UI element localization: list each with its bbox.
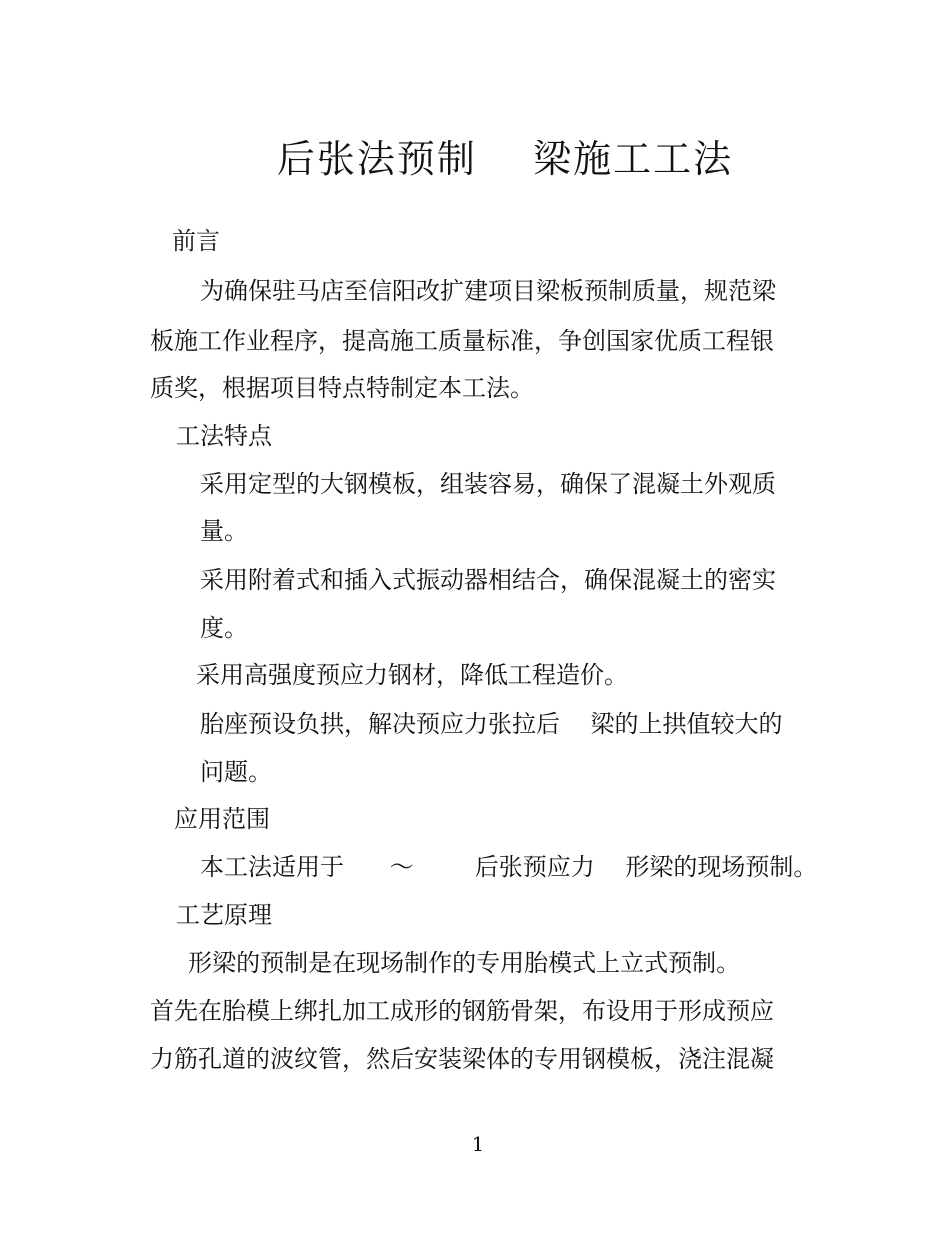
section-heading-scope: 应用范围 [174,805,270,833]
feature-item-4-line-2: 问题。 [200,758,272,786]
feature-item-1-line-1: 采用定型的大钢模板，组装容易，确保了混凝土外观质 [200,470,776,498]
section-heading-features: 工法特点 [176,422,272,450]
preface-line-2: 板施工作业程序，提高施工质量标准，争创国家优质工程银 [150,327,774,355]
feature-item-3-line-1: 采用高强度预应力钢材，降低工程造价。 [196,661,628,689]
section-heading-principle: 工艺原理 [176,901,272,929]
principle-line-1: 形梁的预制是在现场制作的专用胎模式上立式预制。 [150,949,741,977]
preface-line-1: 为确保驻马店至信阳改扩建项目梁板预制质量，规范梁 [200,277,776,305]
feature-item-1-line-2: 量。 [200,517,248,545]
section-heading-preface: 前言 [172,227,220,255]
page-number: 1 [471,1132,485,1156]
scope-text: 本工法适用于 ～ 后张预应力 形梁的现场预制。 [200,853,818,881]
feature-item-2-line-2: 度。 [200,614,248,642]
preface-line-3: 质奖，根据项目特点特制定本工法。 [150,374,534,402]
document-title: 后张法预制 梁施工工法 [276,137,734,181]
feature-item-4-line-1: 胎座预设负拱，解决预应力张拉后 梁的上拱值较大的 [200,710,783,738]
feature-item-2-line-1: 采用附着式和插入式振动器相结合，确保混凝土的密实 [200,566,776,594]
principle-line-3: 力筋孔道的波纹管，然后安装梁体的专用钢模板，浇注混凝 [150,1045,774,1073]
principle-line-2: 首先在胎模上绑扎加工成形的钢筋骨架，布设用于形成预应 [150,997,774,1025]
